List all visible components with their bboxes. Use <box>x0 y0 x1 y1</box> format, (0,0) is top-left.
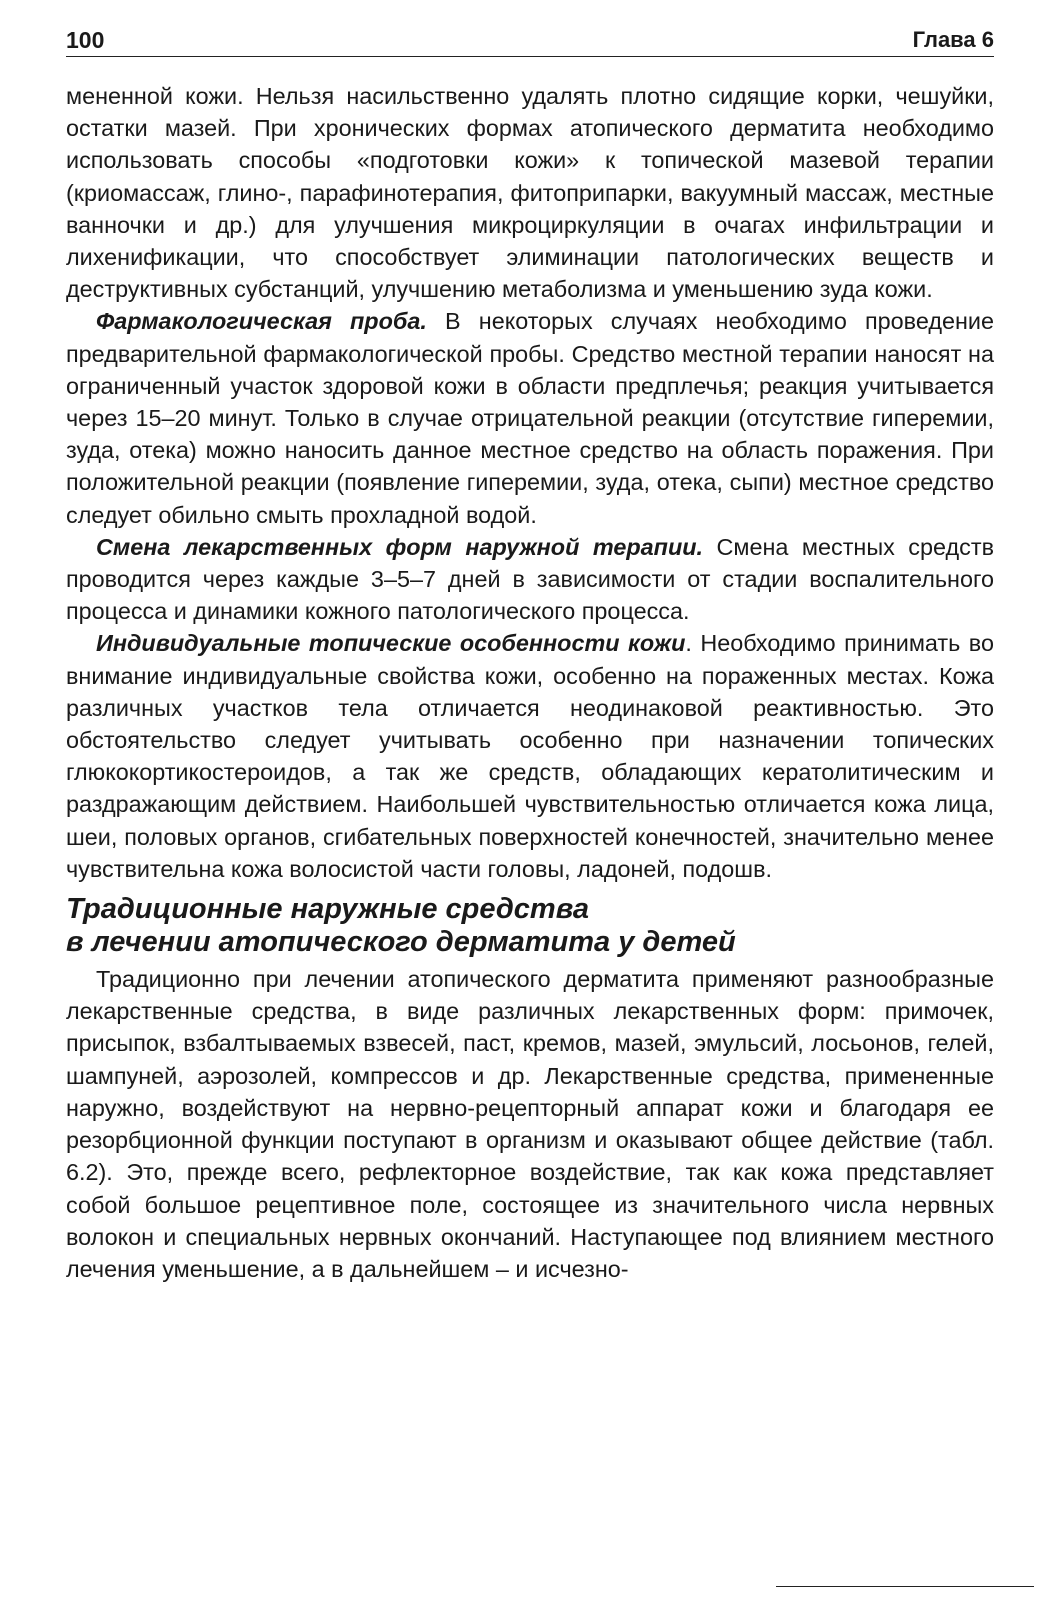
section-heading-line: в лечении атопического дерматита у детей <box>66 926 736 959</box>
run-in-heading: Смена лекарственных форм наружной терапии. <box>96 533 704 560</box>
paragraph-continuation <box>66 80 994 305</box>
footnote-rule <box>776 1586 1034 1587</box>
paragraph-text: В некоторых случаях необходимо проведение предварительной фармакологической пробы. Средство местной терапии наносят на ограниченный участок здоровой кожи в области предплечья; реакция учитывается через 15–20 минут. Только в случае отрицательной реакции (отсутствие гиперемии, зуда, отека) можно наносить данное местное средство на область поражения. При положительной реакции (появление гиперемии, зуда, отека, сыпи) местное средство следует обильно смыть прохладной водой. <box>66 308 994 528</box>
paragraph-text: . Необходимо принимать во внимание индивидуальные свойства кожи, особенно на пораженных местах. Кожа различных участков тела отличается неодинаковой реактивностью. Это обстоятельство следует учитывать особенно при назначении топических глюкокортикостероидов, а так же средств, обладающих кератолитическим и раздражающим действием. Наибольшей чувствительностью отличается кожа лица, шеи, половых органов, сгибательных поверхностей конечностей, значительно менее чувствительна кожа волосистой части головы, ладоней, подошв. <box>66 630 994 882</box>
paragraph-traditional-remedies <box>66 963 994 1285</box>
paragraph-individual-features <box>66 627 994 885</box>
paragraph-pharmacological-test <box>66 305 994 530</box>
page-number: 100 <box>66 27 105 53</box>
paragraph-text: мененной кожи. Нельзя насильственно удалять плотно сидящие корки, чешуйки, остатки мазей. При хронических формах атопического дерматита необходимо использовать способы «подготовки кожи» к топической мазевой терапии (криомассаж, глино-, парафинотерапия, фитоприпарки, вакуумный массаж, местные ванночки и др.) для улучшения микроциркуляции в очагах инфильтрации и лихенификации, что способствует элиминации патологических веществ и деструктивных субстанций, улучшению метаболизма и уменьшению зуда кожи. <box>66 83 994 303</box>
running-head <box>66 26 994 57</box>
run-in-heading: Фармакологическая проба. <box>96 308 427 335</box>
page-body <box>66 80 994 1285</box>
run-in-heading: Индивидуальные топические особенности кожи <box>96 630 686 657</box>
paragraph-form-change <box>66 531 994 628</box>
section-heading <box>66 893 994 959</box>
paragraph-text: Традиционно при лечении атопического дерматита применяют разнообразные лекарственные средства, в виде различных лекарственных форм: примочек, присыпок, взбалтываемых взвесей, паст, кремов, мазей, эмульсий, лосьонов, гелей, шампуней, аэрозолей, компрессов и др. Лекарственные средства, примененные наружно, воздействуют на нервно-рецепторный аппарат кожи и благодаря ее резорбционной функции поступают в организм и оказывают общее действие (табл. 6.2). Это, прежде всего, рефлекторное воздействие, так как кожа представляет собой большое рецептивное поле, состоящее из значительного числа нервных волокон и специальных нервных окончаний. Наступающее под влиянием местного лечения уменьшение, а в дальнейшем – и исчезно- <box>66 966 994 1282</box>
chapter-label: Глава 6 <box>912 27 994 52</box>
paragraph-text: Смена местных средств проводится через каждые 3–5–7 дней в зависимости от стадии воспалительного процесса и динамики кожного патологического процесса. <box>66 533 994 625</box>
section-heading-line: Традиционные наружные средства <box>66 893 589 926</box>
